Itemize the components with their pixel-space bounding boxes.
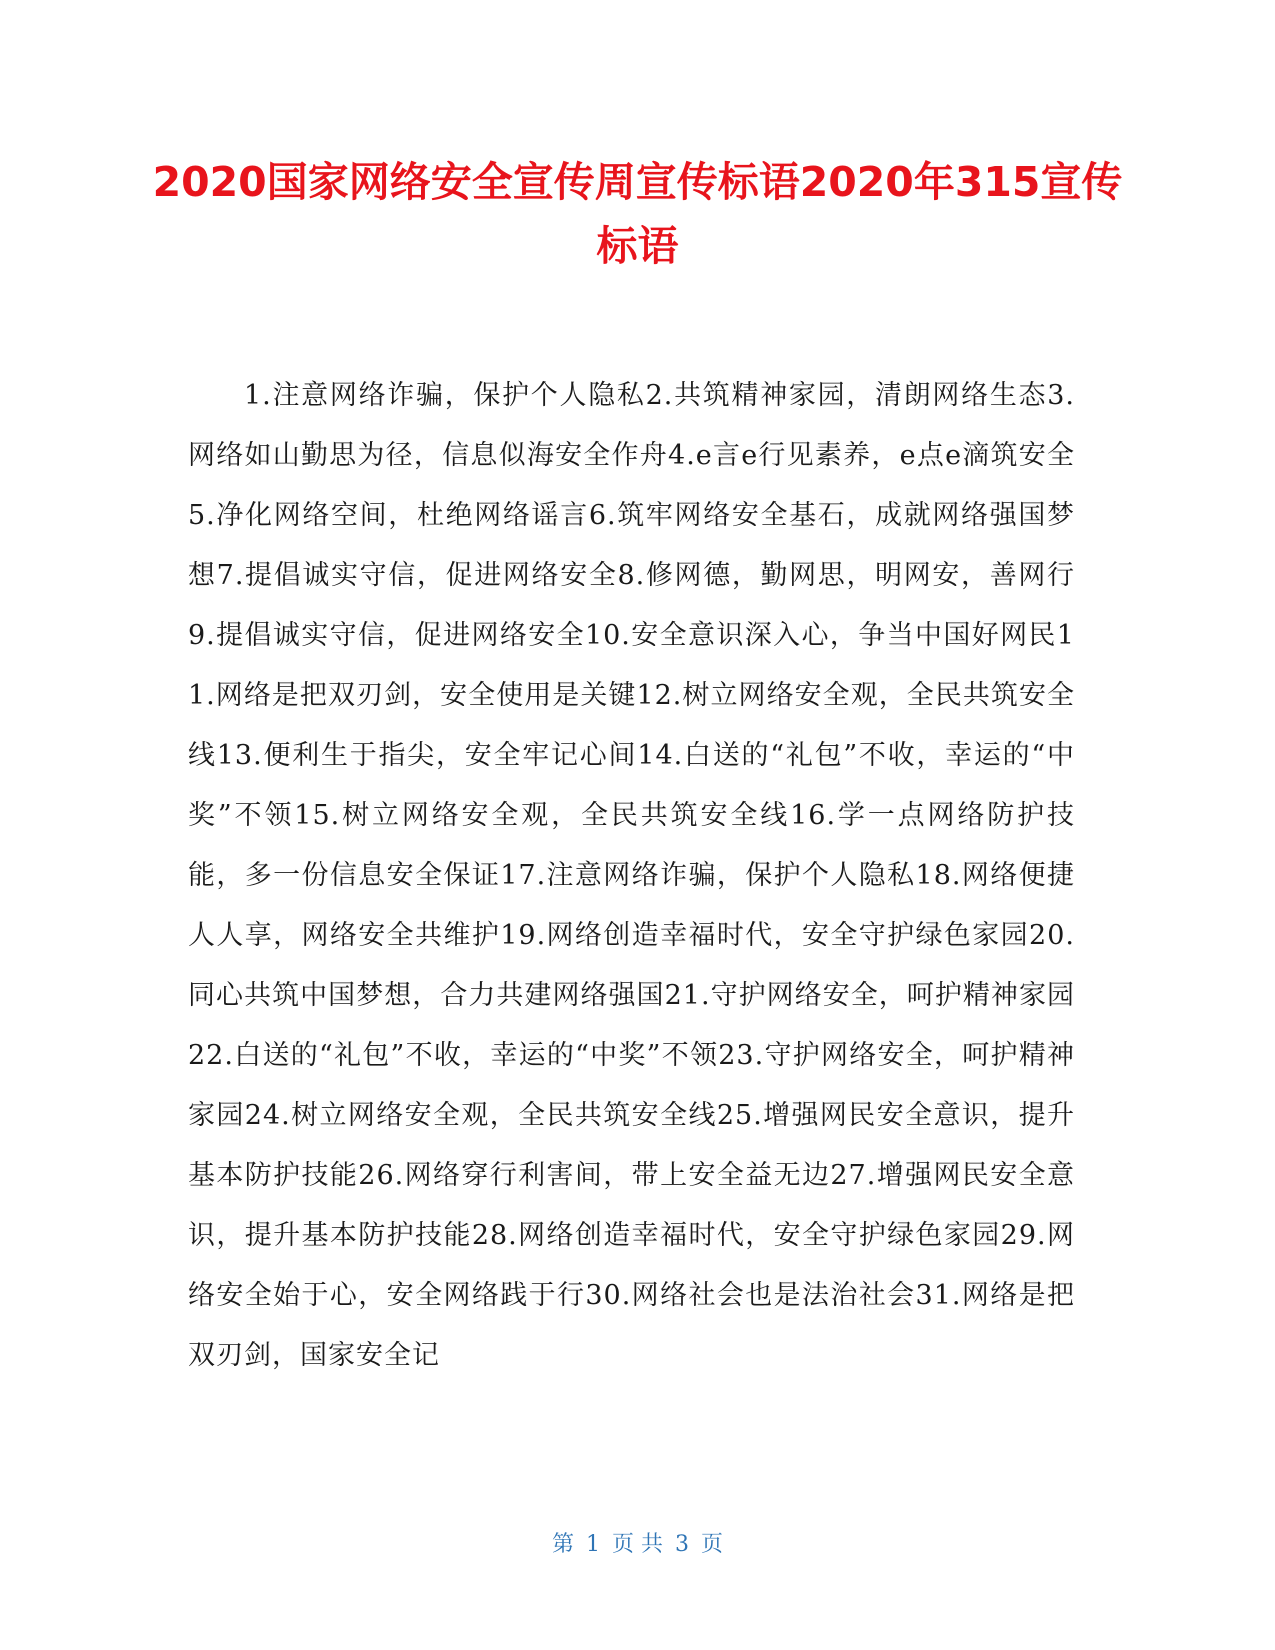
current-page-number: 1 bbox=[586, 1532, 600, 1557]
document-body: 1.注意网络诈骗，保护个人隐私2.共筑精神家园，清朗网络生态3.网络如山勤思为径，信息似海安全作舟4.e言e行见素养，e点e滴筑安全5.净化网络空间，杜绝网络谣言6.筑牢网络安全基石，成就网络强国梦想7.提倡诚实守信，促进网络安全8.修网德，勤网思，明网安，善网行9.提倡诚实守信，促进网络安全10.安全意识深入心，争当中国好网民11.网络是把双刃剑，安全使用是关键12.树立网络安全观，全民共筑安全线13.便利生于指尖，安全牢记心间14.白送的“礼包”不收，幸运的“中奖”不领15.树立网络安全观，全民共筑安全线16.学一点网络防护技能，多一份信息安全保证17.注意网络诈骗，保护个人隐私18.网络便捷人人享，网络安全共维护19.网络创造幸福时代，安全守护绿色家园20.同心共筑中国梦想，合力共建网络强国21.守护网络安全，呵护精神家园22.白送的“礼包”不收，幸运的“中奖”不领23.守护网络安全，呵护精神家园24.树立网络安全观，全民共筑安全线25.增强网民安全意识，提升基本防护技能26.网络穿行利害间，带上安全益无边27.增强网民安全意识，提升基本防护技能28.网络创造幸福时代，安全守护绿色家园29.网络安全始于心，安全网络践于行30.网络社会也是法治社会31.网络是把双刃剑，国家安全记 bbox=[188, 380, 1075, 1371]
page-label-mid: 页 共 bbox=[612, 1532, 663, 1557]
total-pages-number: 3 bbox=[675, 1532, 689, 1557]
page-label-suffix: 页 bbox=[701, 1532, 724, 1557]
document-title: 2020国家网络安全宣传周宣传标语2020年315宣传标语 bbox=[152, 158, 1123, 270]
page-label-prefix: 第 bbox=[551, 1532, 574, 1557]
page-number-footer bbox=[0, 1530, 1275, 1560]
